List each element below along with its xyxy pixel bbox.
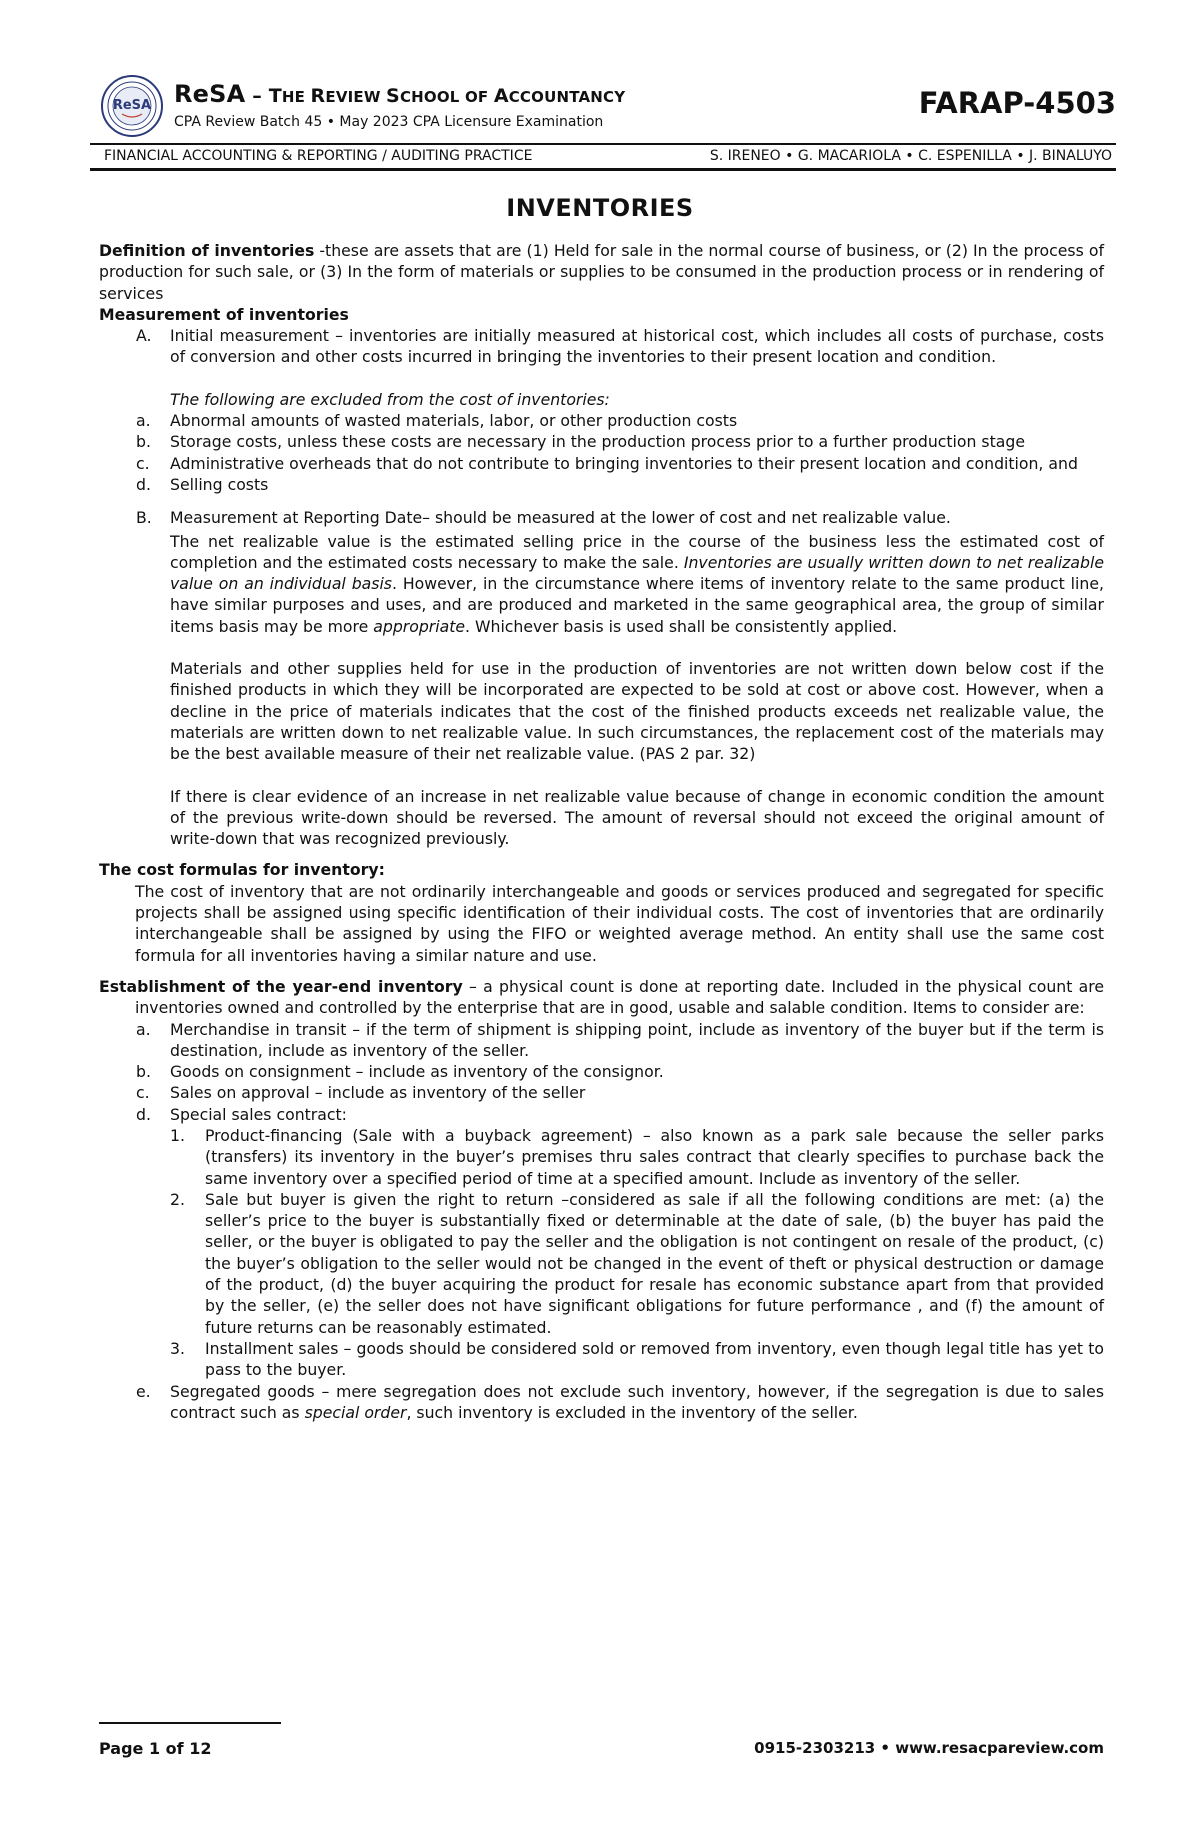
list-item: a. Abnormal amounts of wasted materials, labor, or other production costs xyxy=(136,411,738,431)
page-title: INVENTORIES xyxy=(506,194,694,222)
measurement-item-a: A. Initial measurement – inventories are initially measured at historical cost, which includes all costs of purchase, costs of conversion and other costs incurred in bringing the inventories to their present location and condition. xyxy=(136,326,1104,367)
footer-divider xyxy=(99,1722,281,1724)
excluded-intro: The following are excluded from the cost of inventories: xyxy=(170,389,610,409)
logo-text: ReSA xyxy=(112,98,152,113)
list-item: b. Storage costs, unless these costs are necessary in the production process prior to a further production stage xyxy=(136,432,1025,452)
list-item: e. Segregated goods – mere segregation does not exclude such inventory, however, if the segregation is due to sales contract such as special order, such inventory is excluded in the inventory of the seller. xyxy=(136,1381,1104,1422)
list-item: b. Goods on consignment – include as inventory of the consignor. xyxy=(136,1062,664,1082)
list-item: d. Special sales contract: xyxy=(136,1104,347,1124)
sub-list-item: 2. Sale but buyer is given the right to return –considered as sale if all the following conditions are met: (a) the seller’s price to the buyer is substantially fixed or determinable at the date of sale, (b) the buyer has paid the seller, or the buyer is obligated to pay the seller and the obligation is not contingent on resale of the product, (c) the buyer’s obligation to the seller would not be changed in the event of theft or physical destruction or damage of the product, (d) the buyer acquiring the product for resale has economic substance apart from that provided by the seller, (e) the seller does not have significant obligations for future performance , and (f) the amount of future returns can be reasonably estimated. xyxy=(170,1189,1104,1337)
list-item: c. Administrative overheads that do not contribute to bringing inventories to their present location and condition, and xyxy=(136,453,1078,473)
header-divider-bottom xyxy=(90,168,1116,171)
document-code: FARAP-4503 xyxy=(918,86,1116,120)
list-item: d. Selling costs xyxy=(136,474,269,494)
sub-list-item: 3. Installment sales – goods should be considered sold or removed from inventory, even though legal title has yet to pass to the buyer. xyxy=(170,1338,1104,1380)
measurement-item-b: B. Measurement at Reporting Date– should be measured at the lower of cost and net realizable value. xyxy=(136,508,951,528)
list-item: a. Merchandise in transit – if the term of shipment is shipping point, include as inventory of the buyer but if the term is destination, include as inventory of the seller. xyxy=(136,1019,1104,1060)
sub-list-item: 1. Product-financing (Sale with a buyback agreement) – also known as a park sale because the seller parks (transfers) its inventory in the buyer’s premises thru sales contract that clearly specifies to purchase back the same inventory over a specified period of time at a specified amount. Include as inventory of the seller. xyxy=(170,1125,1104,1188)
nrv-paragraph-3: If there is clear evidence of an increase in net realizable value because of change in economic condition the amount of the previous write-down should be reversed. The amount of reversal should not exceed the original amount of write-down that was recognized previously. xyxy=(170,786,1104,849)
nrv-paragraph-2: Materials and other supplies held for use in the production of inventories are not written down below cost if the finished products in which they will be incorporated are expected to be sold at cost or above cost. However, when a decline in the price of materials indicates that the cost of the finished products exceeds net realizable value, the materials are written down to net realizable value. In such circumstances, the replacement cost of the materials may be the best available measure of their net realizable value. (PAS 2 par. 32) xyxy=(170,659,1104,764)
header-divider xyxy=(90,143,1116,145)
footer-contact: 0915-2303213 • www.resacpareview.com xyxy=(754,1739,1104,1757)
page-number: Page 1 of 12 xyxy=(99,1739,212,1758)
subject-label: FINANCIAL ACCOUNTING & REPORTING / AUDITING PRACTICE xyxy=(104,148,533,164)
document-body xyxy=(99,240,1104,1423)
nrv-paragraph-1: The net realizable value is the estimated selling price in the course of the business less the estimated cost of completion and the estimated costs necessary to make the sale. Inventories are usually written down to net realizable value on an individual basis. However, in the circumstance where items of inventory relate to the same product line, have similar purposes and uses, and are produced and marketed in the same geographical area, the group of similar items basis may be more appropriate. Whichever basis is used shall be consistently applied. xyxy=(170,531,1104,636)
batch-subtitle: CPA Review Batch 45 • May 2023 CPA Licensure Examination xyxy=(174,114,604,130)
school-name: ReSA – THE REVIEW SCHOOL OF ACCOUNTANCY xyxy=(174,80,626,108)
establishment-paragraph: Establishment of the year-end inventory – a physical count is done at reporting date. Included in the physical count are inventories owned and controlled by the enterprise that are in good, usable and salable condition. Items to consider are: xyxy=(99,976,1104,1018)
measurement-heading: Measurement of inventories xyxy=(99,304,349,324)
authors-label: S. IRENEO • G. MACARIOLA • C. ESPENILLA • J. BINALUYO xyxy=(709,148,1112,164)
resa-logo-icon xyxy=(100,74,164,138)
cost-formulas-paragraph: The cost of inventory that are not ordinarily interchangeable and goods or services produced and segregated for specific projects shall be assigned using specific identification of their individual costs. The cost of inventories that are ordinarily interchangeable shall be assigned by using the FIFO or weighted average method. An entity shall use the same cost formula for all inventories having a similar nature and use. xyxy=(135,881,1104,965)
cost-formulas-heading: The cost formulas for inventory: xyxy=(99,860,385,880)
definition-paragraph: Definition of inventories -these are assets that are (1) Held for sale in the normal course of business, or (2) In the process of production for such sale, or (3) In the form of materials or supplies to be consumed in the production process or in rendering of services xyxy=(99,241,1104,303)
list-item: c. Sales on approval – include as inventory of the seller xyxy=(136,1083,586,1103)
